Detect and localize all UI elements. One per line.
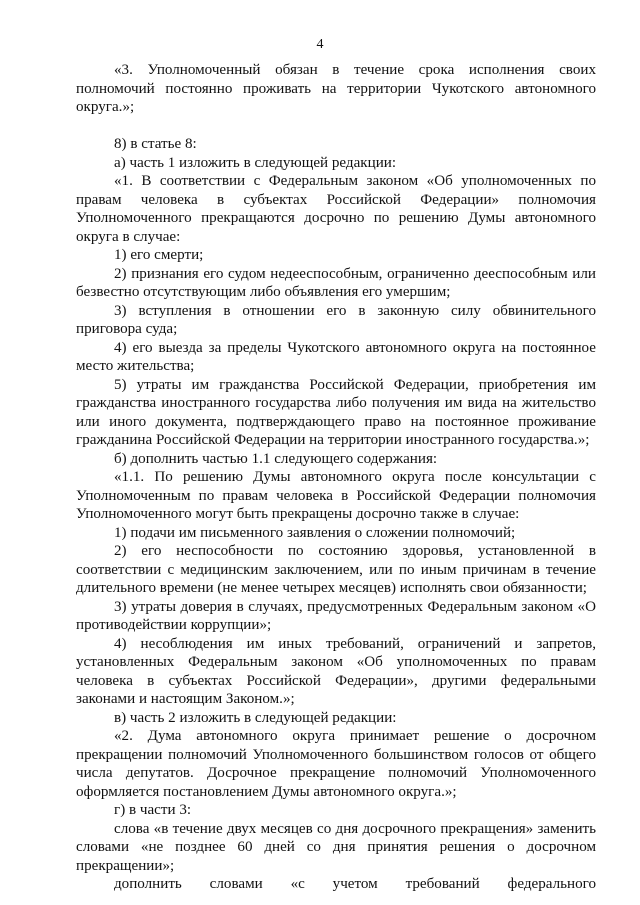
paragraph: слова «в течение двух месяцев со дня досрочного прекращения» заменить словами «не позднее 60 дней со дня принятия решения о досрочном прекращении»; bbox=[76, 820, 596, 874]
paragraph: 3) вступления в отношении его в законную силу обвинительного приговора суда; bbox=[76, 302, 596, 337]
paragraph: «1. В соответствии с Федеральным законом «Об уполномоченных по правам человека в субъектах Российской Федерации» полномочия Уполномоченного прекращаются досрочно по решению Думы автономного округа в случае: bbox=[76, 173, 596, 245]
paragraph: 3) утраты доверия в случаях, предусмотренных Федеральным законом «О противодействии коррупции»; bbox=[76, 598, 596, 633]
paragraph: 4) несоблюдения им иных требований, ограничений и запретов, установленных Федеральным законом «Об уполномоченных по правам человека в субъектах Российской Федерации», другими федеральными законами и настоящим Законом.»; bbox=[76, 635, 596, 707]
paragraph: 1) подачи им письменного заявления о сложении полномочий; bbox=[114, 524, 516, 541]
paragraph: «1.1. По решению Думы автономного округа после консультации с Уполномоченным по правам человека в Российской Федерации полномочия Уполномоченного могут быть прекращены досрочно также в случае: bbox=[76, 469, 596, 522]
paragraph: 2) признания его судом недееспособным, ограниченно дееспособным или безвестно отсутствующим либо объявления его умершим; bbox=[76, 265, 596, 300]
page-number: 4 bbox=[316, 37, 324, 52]
paragraph: г) в части 3: bbox=[114, 802, 192, 818]
paragraph: а) часть 1 изложить в следующей редакции: bbox=[114, 154, 397, 171]
paragraph: б) дополнить частью 1.1 следующего содержания: bbox=[114, 450, 438, 467]
paragraph: 5) утраты им гражданства Российской Федерации, приобретения им гражданства иностранного государства либо получения им вида на жительство или иного документа, подтверждающего право на постоянное проживание гражданина Российской Федерации на территории иностранного государства.»; bbox=[76, 376, 596, 448]
paragraph: «2. Дума автономного округа принимает решение о досрочном прекращении полномочий Уполномоченного большинством голосов от общего числа депутатов. Досрочное прекращение полномочий Уполномоченного оформляется постановлением Думы автономного округа.»; bbox=[76, 728, 596, 800]
paragraph: 2) его неспособности по состоянию здоровья, установленной в соответствии с медицинским заключением, или по иным причинам в течение длительного времени (не менее четырех месяцев) исполнять свои обязанности; bbox=[76, 543, 596, 596]
paragraph: 8) в статье 8: bbox=[114, 136, 197, 152]
paragraph: «3. Уполномоченный обязан в течение срока исполнения своих полномочий постоянно проживать на территории Чукотского автономного округа.»; bbox=[76, 62, 596, 115]
paragraph: дополнить словами «с учетом требований федерального bbox=[114, 876, 596, 892]
document-body bbox=[76, 61, 596, 894]
paragraph: 4) его выезда за пределы Чукотского автономного округа на постоянное место жительства; bbox=[76, 339, 596, 374]
paragraph: в) часть 2 изложить в следующей редакции: bbox=[114, 709, 397, 726]
paragraph: 1) его смерти; bbox=[114, 247, 204, 263]
